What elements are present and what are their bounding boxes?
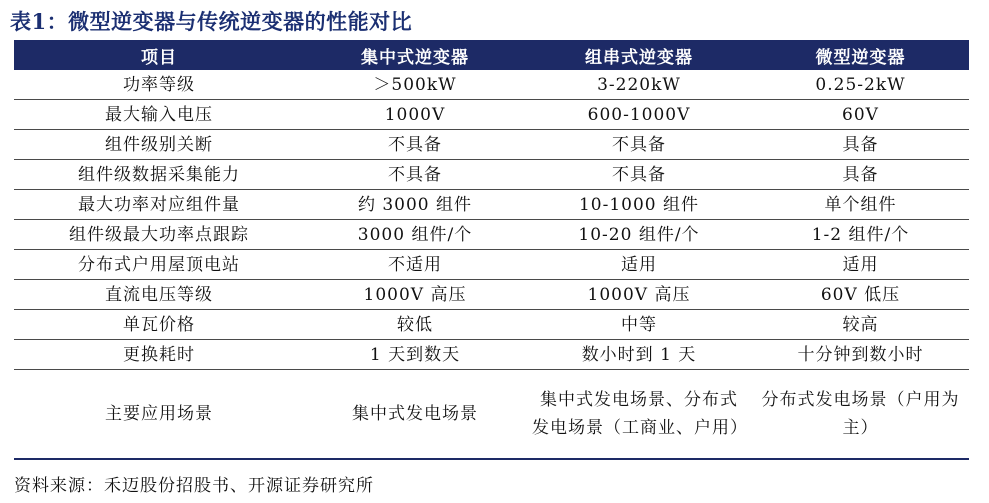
- cell-central: 约 3000 组件: [304, 190, 526, 220]
- cell-micro: 单个组件: [752, 190, 969, 220]
- row-label: 组件级数据采集能力: [14, 160, 304, 190]
- cell-micro: 分布式发电场景（户用为主）: [752, 370, 969, 460]
- table-title: 表1：微型逆变器与传统逆变器的性能对比: [10, 9, 413, 34]
- cell-central: 不具备: [304, 130, 526, 160]
- table-header-row: [14, 40, 969, 70]
- header-string-inverter: 组串式逆变器: [526, 40, 752, 70]
- row-label: 功率等级: [14, 70, 304, 100]
- cell-micro: 0.25-2kW: [752, 70, 969, 100]
- row-label: 最大功率对应组件量: [14, 190, 304, 220]
- cell-central: 不具备: [304, 160, 526, 190]
- cell-micro: 具备: [752, 130, 969, 160]
- cell-string: 不具备: [526, 160, 752, 190]
- cell-string: 数小时到 1 天: [526, 340, 752, 370]
- cell-micro: 1-2 组件/个: [752, 220, 969, 250]
- cell-string: 中等: [526, 310, 752, 340]
- table-row: [14, 190, 969, 220]
- cell-string: 1000V 高压: [526, 280, 752, 310]
- comparison-table: [14, 40, 969, 460]
- cell-string: 不具备: [526, 130, 752, 160]
- cell-central: 1000V 高压: [304, 280, 526, 310]
- table-row: [14, 280, 969, 310]
- table-row: [14, 70, 969, 100]
- table-row: [14, 310, 969, 340]
- row-label: 最大输入电压: [14, 100, 304, 130]
- cell-micro: 适用: [752, 250, 969, 280]
- table-row: [14, 250, 969, 280]
- cell-string: 集中式发电场景、分布式发电场景（工商业、户用）: [526, 370, 752, 460]
- cell-central: ＞500kW: [304, 70, 526, 100]
- cell-central: 1 天到数天: [304, 340, 526, 370]
- header-micro-inverter: 微型逆变器: [752, 40, 969, 70]
- cell-string: 适用: [526, 250, 752, 280]
- cell-micro: 十分钟到数小时: [752, 340, 969, 370]
- row-label: 更换耗时: [14, 340, 304, 370]
- table-row: [14, 220, 969, 250]
- cell-string: 3-220kW: [526, 70, 752, 100]
- row-label: 直流电压等级: [14, 280, 304, 310]
- cell-central: 集中式发电场景: [304, 370, 526, 460]
- cell-central: 3000 组件/个: [304, 220, 526, 250]
- table-row: [14, 340, 969, 370]
- source-note: 资料来源：禾迈股份招股书、开源证券研究所: [14, 476, 374, 496]
- table-row: [14, 130, 969, 160]
- cell-central: 较低: [304, 310, 526, 340]
- cell-micro: 具备: [752, 160, 969, 190]
- row-label: 组件级别关断: [14, 130, 304, 160]
- cell-micro: 60V: [752, 100, 969, 130]
- row-label: 分布式户用屋顶电站: [14, 250, 304, 280]
- header-item: 项目: [14, 40, 304, 70]
- table-row: [14, 160, 969, 190]
- row-label: 组件级最大功率点跟踪: [14, 220, 304, 250]
- cell-micro: 60V 低压: [752, 280, 969, 310]
- row-label: 单瓦价格: [14, 310, 304, 340]
- header-central-inverter: 集中式逆变器: [304, 40, 526, 70]
- table-row: [14, 370, 969, 460]
- cell-micro: 较高: [752, 310, 969, 340]
- table-row: [14, 100, 969, 130]
- row-label: 主要应用场景: [14, 370, 304, 460]
- cell-central: 1000V: [304, 100, 526, 130]
- cell-string: 600-1000V: [526, 100, 752, 130]
- cell-string: 10-20 组件/个: [526, 220, 752, 250]
- cell-string: 10-1000 组件: [526, 190, 752, 220]
- cell-central: 不适用: [304, 250, 526, 280]
